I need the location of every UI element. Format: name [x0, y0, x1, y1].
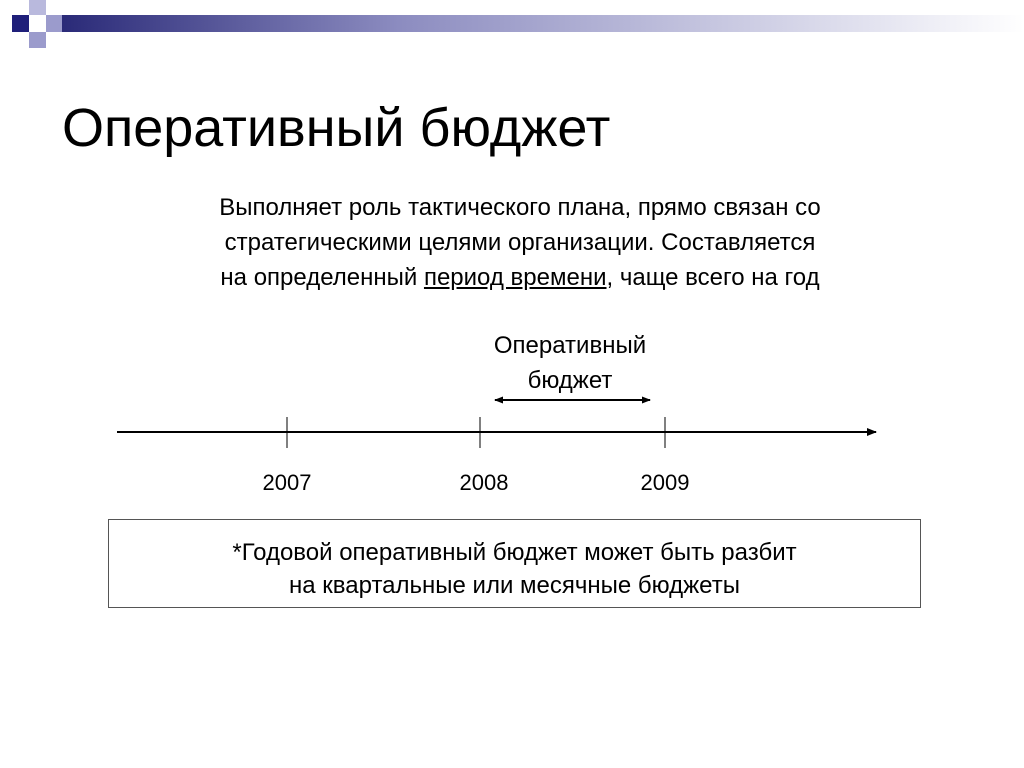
- underlined-period: период времени: [423, 264, 607, 291]
- slide-description: [130, 190, 910, 295]
- description-line: [130, 260, 910, 295]
- timeline: [0, 380, 1024, 460]
- footnote-line: на квартальные или месячные бюджеты: [289, 572, 740, 599]
- description-text: на определенный: [220, 264, 424, 291]
- description-line: Выполняет роль тактического плана, прямо связан со: [219, 194, 821, 221]
- year-label-2007: 2007: [262, 470, 312, 495]
- footnote-line: *Годовой оперативный бюджет может быть разбит: [232, 539, 797, 566]
- year-label-2009: 2009: [640, 470, 690, 495]
- year-label-2008: 2008: [459, 470, 509, 495]
- header-gradient-bar: [62, 15, 1024, 32]
- timeline-label-line: Оперативный: [493, 332, 647, 359]
- timeline-label-line: бюджет: [527, 367, 613, 394]
- header-decoration: [0, 0, 1024, 70]
- deco-square-light: [29, 0, 46, 15]
- slide-title: Оперативный бюджет: [62, 98, 611, 158]
- footnote-box: [108, 519, 921, 608]
- description-text: , чаще всего на год: [606, 264, 820, 291]
- description-line: стратегическими целями организации. Составляется: [224, 229, 816, 256]
- deco-square-dark: [46, 0, 62, 15]
- deco-square-light: [29, 32, 46, 48]
- deco-square-light: [46, 15, 62, 32]
- deco-square-dark: [12, 15, 29, 32]
